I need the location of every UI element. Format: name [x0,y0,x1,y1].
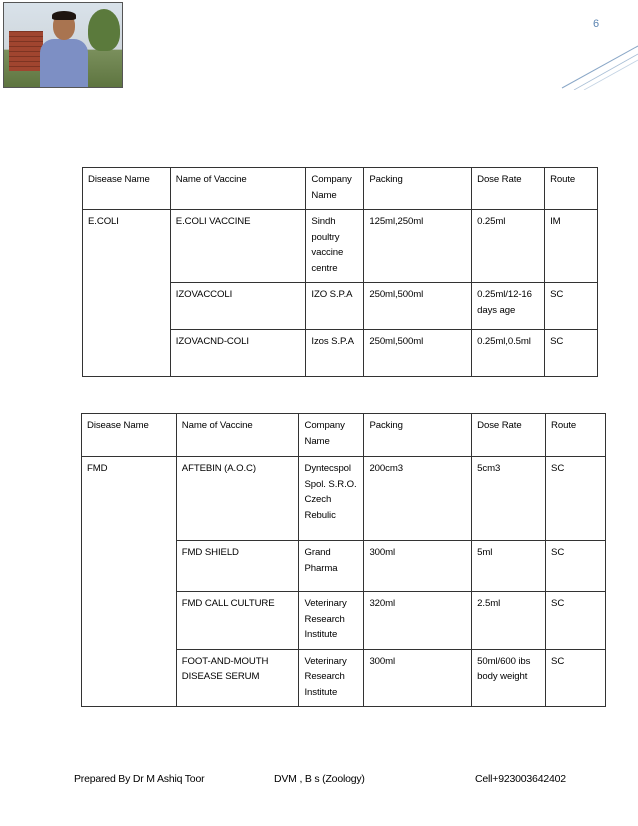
header-company-name: Company Name [299,414,364,457]
dose-cell: 0.25ml [472,210,545,283]
table-header-row [82,414,606,457]
dose-cell: 2.5ml [472,592,546,650]
company-cell: Sindh poultry vaccine centre [306,210,364,283]
vaccine-cell: IZOVACCOLI [170,283,306,330]
route-cell: SC [546,649,606,707]
company-cell: IZO S.P.A [306,283,364,330]
vaccine-cell: IZOVACND-COLI [170,330,306,377]
packing-cell: 250ml,500ml [364,330,472,377]
photo-person-body [40,39,88,88]
table-row [82,457,606,541]
dose-cell: 50ml/600 ibs body weight [472,649,546,707]
page-number: 6 [593,18,600,30]
company-cell: Veterinary Research Institute [299,649,364,707]
dose-cell: 0.25ml,0.5ml [472,330,545,377]
table-header-row [83,168,598,210]
route-cell: SC [545,283,598,330]
header-vaccine-name: Name of Vaccine [176,414,299,457]
packing-cell: 125ml,250ml [364,210,472,283]
company-cell: Grand Pharma [299,541,364,592]
dose-cell: 5ml [472,541,546,592]
route-cell: IM [545,210,598,283]
dose-cell: 0.25ml/12-16 days age [472,283,545,330]
route-cell: SC [545,330,598,377]
route-cell: SC [546,457,606,541]
header-route: Route [545,168,598,210]
vaccine-cell: E.COLI VACCINE [170,210,306,283]
vaccine-cell: FMD CALL CULTURE [176,592,299,650]
vaccine-table-ecoli [82,167,598,377]
photo-tree [88,9,120,51]
vaccine-cell: FMD SHIELD [176,541,299,592]
dose-cell: 5cm3 [472,457,546,541]
disease-name-cell: E.COLI [83,210,171,377]
photo-brick-wall [9,31,43,71]
packing-cell: 250ml,500ml [364,283,472,330]
corner-decoration-lines [560,40,638,90]
company-cell: Dyntecspol Spol. S.R.O. Czech Rebulic [299,457,364,541]
company-cell: Veterinary Research Institute [299,592,364,650]
disease-name-cell: FMD [82,457,177,707]
footer-author: Prepared By Dr M Ashiq Toor [74,773,205,785]
packing-cell: 200cm3 [364,457,472,541]
header-dose-rate: Dose Rate [472,168,545,210]
header-packing: Packing [364,168,472,210]
packing-cell: 300ml [364,649,472,707]
header-route: Route [546,414,606,457]
header-disease-name: Disease Name [83,168,171,210]
header-packing: Packing [364,414,472,457]
vaccine-cell: AFTEBIN (A.O.C) [176,457,299,541]
packing-cell: 320ml [364,592,472,650]
vaccine-cell: FOOT-AND-MOUTH DISEASE SERUM [176,649,299,707]
header-disease-name: Disease Name [82,414,177,457]
author-photo [3,2,123,88]
header-vaccine-name: Name of Vaccine [170,168,306,210]
vaccine-table-fmd [81,413,606,707]
packing-cell: 300ml [364,541,472,592]
photo-person-hair [52,11,76,20]
route-cell: SC [546,592,606,650]
header-dose-rate: Dose Rate [472,414,546,457]
route-cell: SC [546,541,606,592]
header-company-name: Company Name [306,168,364,210]
table-row [83,210,598,283]
footer-qualification: DVM , B s (Zoology) [274,773,365,785]
footer-contact: Cell+923003642402 [475,773,566,785]
company-cell: Izos S.P.A [306,330,364,377]
